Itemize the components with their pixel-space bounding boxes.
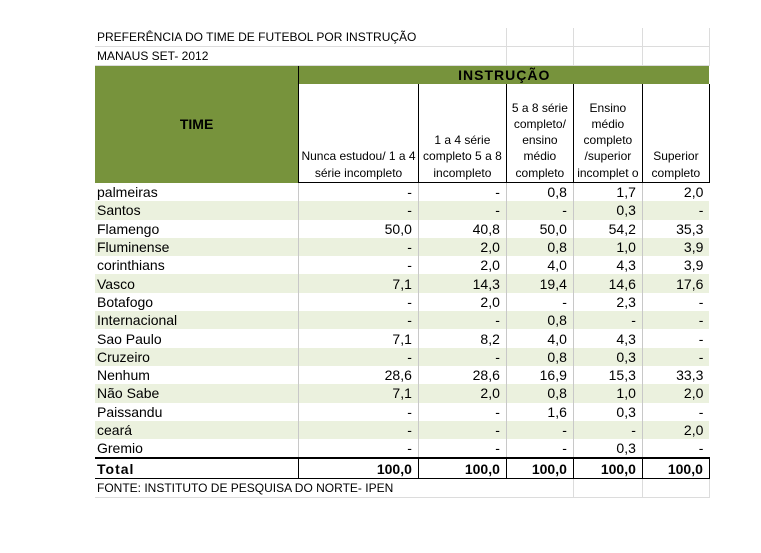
total-label: Total xyxy=(95,458,299,479)
table-row xyxy=(95,220,709,238)
value-cell: - xyxy=(299,183,419,202)
value-cell: 3,9 xyxy=(642,256,709,274)
value-cell: - xyxy=(299,348,419,366)
value-cell: 28,6 xyxy=(418,366,506,384)
value-cell: 2,0 xyxy=(642,421,709,439)
value-cell: - xyxy=(299,439,419,458)
table-row xyxy=(95,384,709,402)
value-cell: 19,4 xyxy=(506,274,573,292)
value-cell: - xyxy=(418,439,506,458)
table-row xyxy=(95,274,709,292)
team-name: Santos xyxy=(95,201,299,219)
value-cell: 7,1 xyxy=(299,384,419,402)
col-header-1: Nunca estudou/ 1 a 4 série incompleto xyxy=(299,84,419,183)
value-cell: 35,3 xyxy=(642,220,709,238)
total-value: 100,0 xyxy=(573,458,642,479)
value-cell: 17,6 xyxy=(642,274,709,292)
col-header-5: Superior completo xyxy=(642,84,709,183)
value-cell: - xyxy=(642,439,709,458)
value-cell: - xyxy=(299,311,419,329)
time-column-header: TIME xyxy=(95,66,299,183)
data-table xyxy=(95,28,710,498)
value-cell: 28,6 xyxy=(299,366,419,384)
value-cell: - xyxy=(642,293,709,311)
value-cell: 1,0 xyxy=(573,384,642,402)
value-cell: 4,0 xyxy=(506,329,573,347)
title-row xyxy=(95,28,709,47)
value-cell: 4,3 xyxy=(573,329,642,347)
value-cell: - xyxy=(418,201,506,219)
team-name: Internacional xyxy=(95,311,299,329)
value-cell: 3,9 xyxy=(642,238,709,256)
team-name: Vasco xyxy=(95,274,299,292)
title-line-2: MANAUS SET- 2012 xyxy=(95,47,418,66)
col-header-3: 5 a 8 série completo/ ensino médio completo xyxy=(506,84,573,183)
value-cell: 0,8 xyxy=(506,384,573,402)
value-cell: - xyxy=(642,201,709,219)
value-cell: - xyxy=(642,311,709,329)
table-row xyxy=(95,348,709,366)
value-cell: - xyxy=(418,348,506,366)
value-cell: 0,8 xyxy=(506,348,573,366)
value-cell: - xyxy=(299,256,419,274)
team-name: Fluminense xyxy=(95,238,299,256)
value-cell: - xyxy=(299,238,419,256)
value-cell: - xyxy=(418,421,506,439)
value-cell: 0,3 xyxy=(573,201,642,219)
table-row xyxy=(95,311,709,329)
value-cell: 8,2 xyxy=(418,329,506,347)
total-value: 100,0 xyxy=(418,458,506,479)
value-cell: 2,0 xyxy=(642,384,709,402)
subtitle-row xyxy=(95,47,709,66)
value-cell: 0,3 xyxy=(573,348,642,366)
team-name: Não Sabe xyxy=(95,384,299,402)
source-row xyxy=(95,479,709,498)
value-cell: 7,1 xyxy=(299,329,419,347)
team-name: Nenhum xyxy=(97,367,150,384)
table-row xyxy=(95,421,709,439)
total-row xyxy=(95,458,709,479)
value-cell: 1,6 xyxy=(506,403,573,421)
table-row xyxy=(95,366,709,384)
value-cell: - xyxy=(506,201,573,219)
value-cell: - xyxy=(418,183,506,202)
value-cell: 4,0 xyxy=(506,256,573,274)
total-value: 100,0 xyxy=(642,458,709,479)
value-cell: 0,8 xyxy=(506,238,573,256)
col-header-4: Ensino médio completo /superior incomplet o xyxy=(573,84,642,183)
table-row xyxy=(95,201,709,219)
value-cell: - xyxy=(299,421,419,439)
table-row xyxy=(95,183,709,202)
table-row xyxy=(95,329,709,347)
value-cell: 54,2 xyxy=(573,220,642,238)
value-cell: - xyxy=(573,421,642,439)
team-name: ceará xyxy=(95,421,299,439)
team-name: Botafogo xyxy=(97,293,154,310)
spreadsheet xyxy=(95,28,710,498)
value-cell: 2,3 xyxy=(573,293,642,311)
value-cell: 0,8 xyxy=(506,311,573,329)
value-cell: - xyxy=(418,311,506,329)
value-cell: 2,0 xyxy=(418,384,506,402)
value-cell: 4,3 xyxy=(573,256,642,274)
value-cell: 16,9 xyxy=(506,366,573,384)
value-cell: - xyxy=(642,403,709,421)
value-cell: 15,3 xyxy=(573,366,642,384)
table-row xyxy=(95,256,709,274)
team-name: Gremio xyxy=(97,440,143,457)
value-cell: 50,0 xyxy=(506,220,573,238)
team-name: corinthians xyxy=(97,257,165,274)
source-note: FONTE: INSTITUTO DE PESQUISA DO NORTE- IPEN xyxy=(95,479,506,498)
value-cell: 40,8 xyxy=(418,220,506,238)
value-cell: 2,0 xyxy=(418,256,506,274)
instrucao-group-header: INSTRUÇÃO xyxy=(299,66,710,85)
value-cell: 7,1 xyxy=(299,274,419,292)
table-row xyxy=(95,439,709,458)
team-name: Paissandu xyxy=(97,403,163,420)
value-cell: - xyxy=(506,293,573,311)
total-value: 100,0 xyxy=(506,458,573,479)
value-cell: - xyxy=(418,403,506,421)
team-name: Sao Paulo xyxy=(97,330,162,347)
col-header-2: 1 a 4 série completo 5 a 8 incompleto xyxy=(418,84,506,183)
value-cell: - xyxy=(506,421,573,439)
group-header-row xyxy=(95,66,709,85)
team-name: Flamengo xyxy=(97,220,160,237)
value-cell: 0,3 xyxy=(573,403,642,421)
value-cell: - xyxy=(299,403,419,421)
table-row xyxy=(95,403,709,421)
value-cell: 14,6 xyxy=(573,274,642,292)
title-line-1: PREFERÊNCIA DO TIME DE FUTEBOL POR INSTRUÇÃO xyxy=(95,28,418,47)
total-value: 100,0 xyxy=(299,458,419,479)
value-cell: - xyxy=(506,439,573,458)
value-cell: 2,0 xyxy=(418,238,506,256)
value-cell: - xyxy=(573,311,642,329)
value-cell: 0,8 xyxy=(506,183,573,202)
team-name: Cruzeiro xyxy=(95,348,299,366)
value-cell: 0,3 xyxy=(573,439,642,458)
value-cell: 1,0 xyxy=(573,238,642,256)
value-cell: - xyxy=(299,293,419,311)
value-cell: - xyxy=(299,201,419,219)
value-cell: 2,0 xyxy=(642,183,709,202)
value-cell: 1,7 xyxy=(573,183,642,202)
team-name: palmeiras xyxy=(97,183,158,200)
table-row xyxy=(95,238,709,256)
value-cell: - xyxy=(642,348,709,366)
value-cell: 14,3 xyxy=(418,274,506,292)
value-cell: 2,0 xyxy=(418,293,506,311)
table-row xyxy=(95,293,709,311)
value-cell: - xyxy=(642,329,709,347)
value-cell: 50,0 xyxy=(299,220,419,238)
value-cell: 33,3 xyxy=(642,366,709,384)
